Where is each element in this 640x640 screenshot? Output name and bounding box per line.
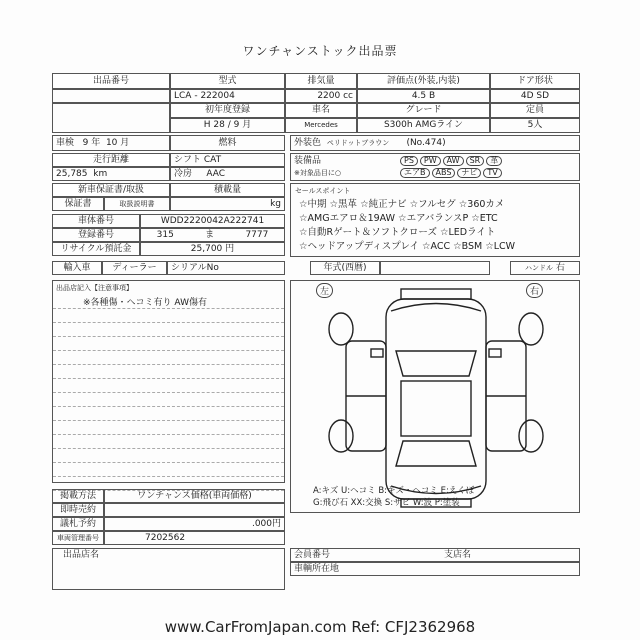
negotiation-value: .000円 — [104, 517, 285, 531]
ac-value — [170, 167, 285, 181]
exterior-value: ペリドットブラウン — [326, 138, 390, 147]
color-no-label: (No. — [406, 137, 425, 148]
notes-label: 出品店記入【注意事項】 — [56, 284, 133, 292]
ac-type: AAC — [206, 168, 226, 179]
equipment-box — [290, 153, 580, 181]
price-method-value: ワンチャンス価格(車両価格) — [104, 489, 285, 503]
model-label: 型式 — [170, 73, 285, 89]
model-value: LCA - 222004 — [170, 89, 285, 103]
notes-blank-line — [53, 393, 284, 407]
first-reg-month: 9 — [233, 120, 240, 130]
mileage-value — [52, 167, 170, 181]
door-value: 4D SD — [490, 89, 580, 103]
legend-line: A:キズ U:ヘコミ B:キズ・ヘコミ E:えくぼ — [313, 486, 475, 496]
notes-blank-line — [53, 323, 284, 337]
notes-blank-line — [53, 351, 284, 365]
capacity-label: 定員 — [490, 103, 580, 118]
model-number: 222004 — [200, 90, 235, 101]
branch-label: 支店名 — [444, 549, 472, 560]
left-marker: 左 — [316, 283, 333, 298]
capacity-value: 5人 — [490, 118, 580, 133]
sales-point-label: セールスポイント — [295, 187, 351, 195]
car-name-label: 車名 — [285, 103, 357, 118]
shift-label: シフト — [174, 154, 202, 165]
member-row — [290, 548, 580, 562]
equip-tv: TV — [483, 168, 501, 178]
recycle-amount: 25,700 — [190, 243, 223, 254]
displacement-value: 2200 cc — [285, 89, 357, 103]
fuel-label: 燃料 — [170, 135, 285, 151]
equip-leather: 革 — [486, 156, 502, 166]
first-reg-label: 初年度登録 — [170, 103, 285, 118]
mileage-number: 25,785 — [56, 168, 88, 179]
import-label: 輸入車 — [52, 261, 102, 275]
link-no-value: 7202562 — [104, 531, 285, 545]
price-method-label: 掲載方法 — [52, 489, 104, 503]
notes-blank-line — [53, 463, 284, 477]
notes-blank-line — [53, 407, 284, 421]
blank-cell — [52, 103, 170, 133]
legend-line: G:飛び石 XX:交換 S:サビ W:波 P:塗装 — [313, 498, 460, 508]
score-label: 評価点(外装,内装) — [357, 73, 490, 89]
member-label: 会員番号 — [294, 549, 331, 560]
equipment-note: ※対象品目に○ — [294, 168, 341, 177]
recycle-value — [140, 242, 285, 256]
handle-cell — [510, 261, 580, 275]
notes-blank-line — [53, 337, 284, 351]
shaken-label: 車検 — [56, 137, 75, 148]
maker-value: Mercedes — [285, 118, 357, 133]
color-code: 474 — [424, 137, 443, 148]
first-reg-year: H 28 — [203, 120, 225, 130]
equip-sr: SR — [466, 156, 485, 166]
sales-point-line: ☆自動Rゲート＆ソフトクローズ ☆LEDライト — [299, 227, 496, 238]
new-warranty-label: 新車保証書/取扱 — [52, 183, 170, 197]
shaken-year: 9 — [82, 137, 89, 148]
cargo-label: 積載量 — [170, 183, 285, 197]
equip-navi: ナビ — [457, 168, 481, 178]
link-no-label: 車両管理番号 — [52, 531, 104, 545]
door-label: ドア形状 — [490, 73, 580, 89]
warranty-label: 保証書 — [52, 197, 104, 211]
notes-blank-line — [53, 421, 284, 435]
shaken-month: 10 — [105, 137, 118, 148]
equip-pw: PW — [420, 156, 441, 166]
page-title: ワンチャンストック出品票 — [242, 44, 398, 58]
handle-value: 右 — [555, 262, 565, 273]
mileage-unit: km — [93, 168, 108, 179]
grade-label: グレード — [357, 103, 490, 118]
exterior-label: 外装色 — [294, 137, 322, 148]
sales-point-list — [291, 198, 579, 254]
chassis-value: WDD2220042A222741 — [140, 214, 285, 228]
reg-no-label: 登録番号 — [52, 228, 140, 242]
shift-type: CAT — [203, 154, 222, 165]
mileage-label: 走行距離 — [52, 153, 170, 167]
equipment-label: 装備品 — [294, 155, 322, 166]
store-label: 出品店名 — [63, 550, 100, 560]
notes-line-1: ※各種傷・ヘコミ有り AW傷有 — [53, 295, 284, 309]
chassis-label: 車体番号 — [52, 214, 140, 228]
store-box — [52, 548, 285, 590]
reg-no-a: 315 — [156, 229, 174, 240]
equip-ps: PS — [400, 156, 418, 166]
notes-blank-line — [53, 449, 284, 463]
ac-label: 冷房 — [174, 168, 193, 179]
year-cond-value — [380, 261, 490, 275]
import-type: ディーラー — [102, 261, 167, 275]
reg-no-b: ま — [205, 229, 215, 240]
lot-no-value — [52, 89, 170, 103]
handle-label: ハンドル — [525, 263, 554, 272]
shaken-value: 車検 9 年 10 月 — [52, 135, 170, 151]
negotiation-label: 議札予約 — [52, 517, 104, 531]
sales-point-line: ☆AMGエアロ＆19AW ☆エアバランスP ☆ETC — [299, 213, 498, 224]
location-label: 車輌所在地 — [294, 563, 340, 574]
footer-watermark: www.CarFromJapan.com Ref: CFJ2362968 — [164, 618, 476, 636]
score-value: 4.5 B — [357, 89, 490, 103]
right-marker: 右 — [526, 283, 543, 298]
instant-value — [104, 503, 285, 517]
damage-legend — [313, 485, 474, 509]
instant-label: 即時売約 — [52, 503, 104, 517]
car-diagram — [291, 281, 581, 514]
shift-value — [170, 153, 285, 167]
sales-point-box — [290, 183, 580, 257]
car-diagram-box — [290, 280, 580, 513]
equip-abs: ABS — [432, 168, 456, 178]
first-reg-unit: 月 — [242, 120, 252, 130]
notes-blank-line — [53, 435, 284, 449]
first-reg-value: H 28 / 9 月 — [170, 118, 285, 133]
serial-value: シリアルNo — [167, 261, 285, 275]
location-row — [290, 562, 580, 576]
equip-aw: AW — [443, 156, 464, 166]
recycle-unit: 円 — [225, 243, 235, 254]
year-cond-label: 年式(西暦) — [310, 261, 380, 275]
cargo-value: kg — [170, 197, 285, 211]
displacement-label: 排気量 — [285, 73, 357, 89]
sales-point-line: ☆中期 ☆黒革 ☆純正ナビ ☆フルセグ ☆360カメ — [299, 199, 505, 210]
notes-blank-line — [53, 379, 284, 393]
recycle-label: リサイクル預託金 — [52, 242, 140, 256]
lot-no-label: 出品番号 — [52, 73, 170, 89]
grade-value: S300h AMGライン — [357, 118, 490, 133]
notes-box — [52, 280, 285, 483]
equip-airbag: エアB — [400, 168, 430, 178]
notes-blank-line — [53, 365, 284, 379]
reg-no-c: 7777 — [245, 229, 269, 240]
manual-label: 取扱説明書 — [104, 197, 170, 211]
notes-blank-line — [53, 309, 284, 323]
model-prefix: LCA — [174, 90, 192, 101]
reg-no-value — [140, 228, 285, 242]
exterior-color: 外装色 ペリドットブラウン (No. 474 ) — [290, 135, 580, 151]
sales-point-line: ☆ヘッドアップディスプレイ ☆ACC ☆BSM ☆LCW — [299, 241, 516, 252]
